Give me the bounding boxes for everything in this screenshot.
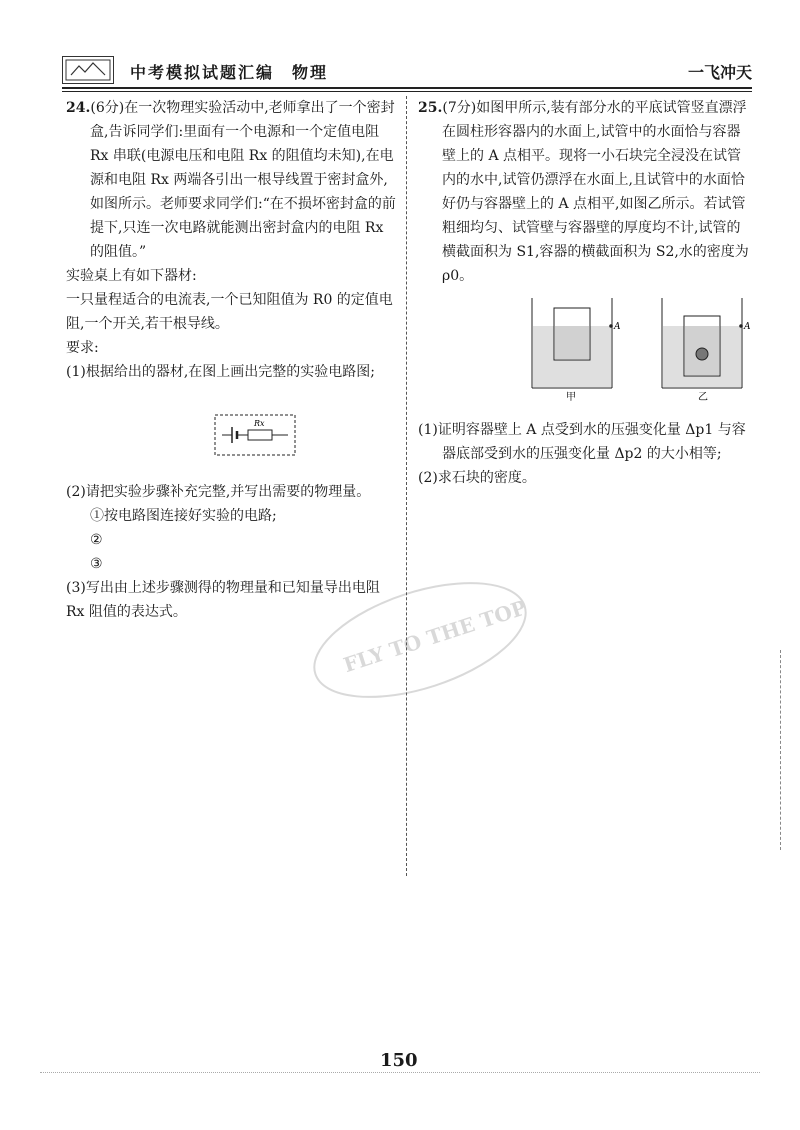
q24-step-2: ② xyxy=(90,532,103,548)
figure-yi xyxy=(662,298,751,403)
figure-jia-label: 甲 xyxy=(566,392,576,403)
test-tube-figures xyxy=(522,296,772,404)
page-header xyxy=(62,56,752,86)
resistor-rx xyxy=(248,430,272,440)
resistor-rx-label: Rx xyxy=(254,419,265,428)
watermark-text: FLY TO THE TOP xyxy=(340,595,530,678)
margin-cut-line xyxy=(780,650,781,850)
sealed-box-circuit-diagram xyxy=(214,414,296,456)
q24-text: (6分)在一次物理实验活动中,老师拿出了一个密封盒,告诉同学们:里面有一个电源和一个定值电阻 Rx 串联(电源电压和电阻 Rx 的阻值均未知),在电源和电阻 Rx 两端各引出一根导线置于密封盒外,如图所示。老师要求同学们:“在不损坏密封盒的前提下,只连一次电路就能测出密封盒内的电阻 Rx 的阻值。” xyxy=(90,100,396,260)
q24-stem xyxy=(66,96,396,264)
q24-step-1: ①按电路图连接好实验的电路; xyxy=(90,508,277,524)
q24-equipment: 一只量程适合的电流表,一个已知阻值为 R0 的定值电阻,一个开关,若干根导线。 xyxy=(66,292,393,332)
q24-req-3: (3)写出由上述步骤测得的物理量和已知量导出电阻 Rx 阻值的表达式。 xyxy=(66,580,380,620)
page-number: 150 xyxy=(380,1050,418,1071)
brand-name: 一飞冲天 xyxy=(687,63,752,82)
q25-text: (7分)如图甲所示,装有部分水的平底试管竖直漂浮在圆柱形容器内的水面上,试管中的水面恰与容器壁上的 A 点相平。现将一小石块完全浸没在试管内的水中,试管仍漂浮在水面上,且试管中的水面恰好仍与容器壁上的 A 点相平,如图乙所示。若试管粗细均匀、试管壁与容器壁的厚度均不计,试管的横截面积为 S1,容器的横截面积为 S2,水的密度为 ρ0。 xyxy=(442,100,749,284)
point-a-label: A xyxy=(614,322,621,332)
figure-yi-label: 乙 xyxy=(698,392,708,403)
figure-jia xyxy=(532,298,621,403)
logo-icon xyxy=(62,56,114,84)
point-a-marker xyxy=(739,324,743,328)
stone-icon xyxy=(696,348,708,360)
q24-requirement-title: 要求: xyxy=(66,340,99,356)
q24-step-3: ③ xyxy=(90,556,103,572)
header-rule-thin xyxy=(62,91,752,92)
q24-req-1: (1)根据给出的器材,在图上画出完整的实验电路图; xyxy=(66,364,375,380)
q25-sub-2: (2)求石块的密度。 xyxy=(418,470,536,486)
q25-sub-1: (1)证明容器壁上 A 点受到水的压强变化量 Δp1 与容器底部受到水的压强变化量 Δp2 的大小相等; xyxy=(418,422,746,462)
q24-req-2: (2)请把实验步骤补充完整,并写出需要的物理量。 xyxy=(66,484,371,500)
footer-dotted-rule xyxy=(40,1072,760,1073)
column-divider xyxy=(406,96,407,876)
q24-number: 24. xyxy=(66,100,91,116)
question-25 xyxy=(418,96,753,490)
book-title: 中考模拟试题汇编 物理 xyxy=(130,63,329,82)
q25-stem xyxy=(418,96,753,288)
q25-number: 25. xyxy=(418,100,443,116)
tube-water xyxy=(555,326,589,359)
q24-equipment-title: 实验桌上有如下器材: xyxy=(66,268,197,284)
question-24 xyxy=(66,96,396,624)
header-rule xyxy=(62,87,752,89)
point-a-label: A xyxy=(744,322,751,332)
point-a-marker xyxy=(609,324,613,328)
